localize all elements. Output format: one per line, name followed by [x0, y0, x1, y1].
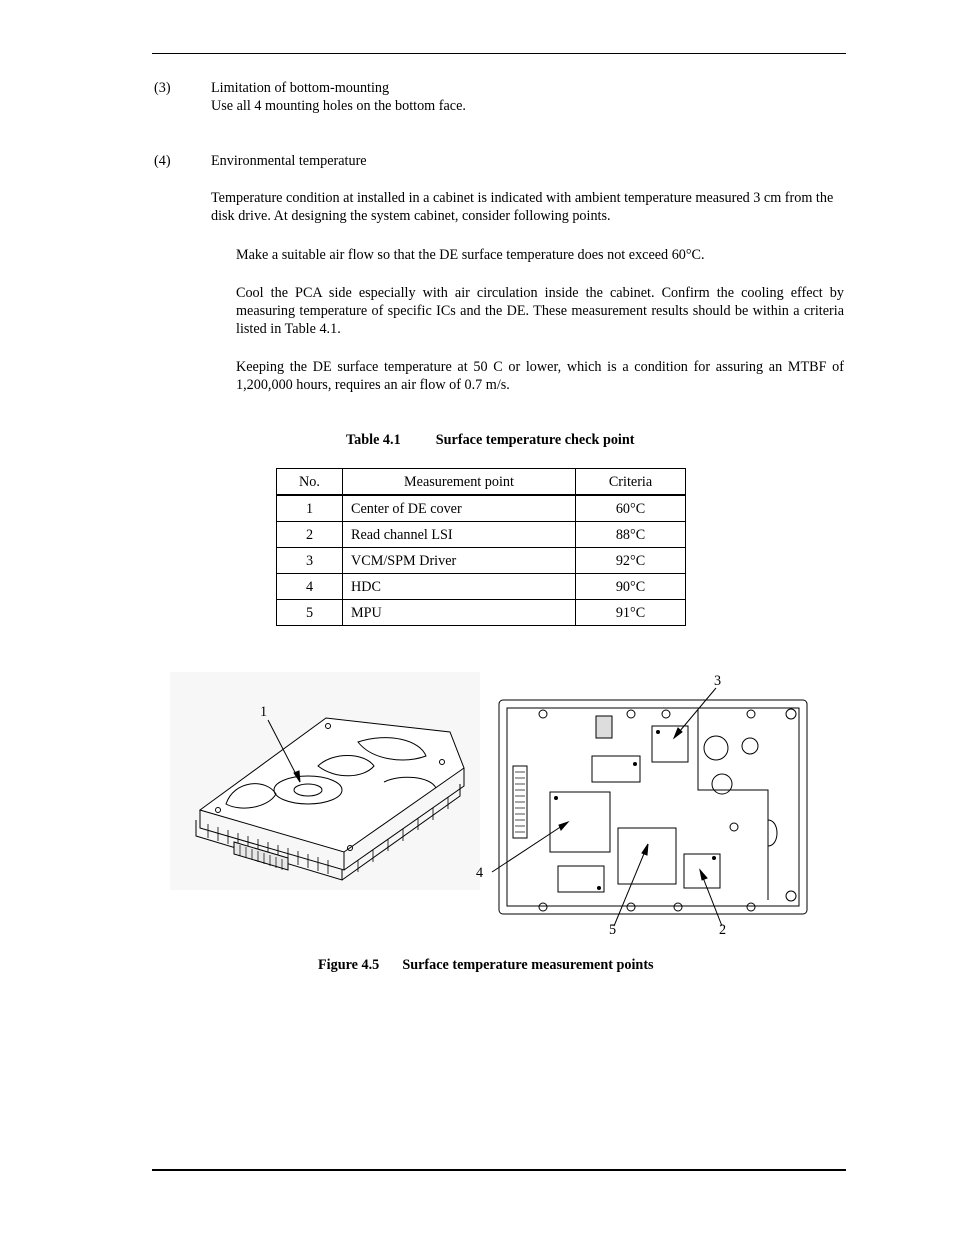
section4-point3: Keeping the DE surface temperature at 50 C or lower, which is a condition for assuring an MTBF of 1,200,000 hours, requires an air flow of 0.7 m/s. [236, 359, 844, 393]
row-no: 5 [277, 600, 343, 626]
section3-number: (3) [154, 80, 171, 96]
row-criteria: 88°C [576, 522, 686, 548]
figure-label-3: 3 [714, 673, 722, 689]
table-caption [346, 432, 634, 449]
figure-label-4: 4 [476, 865, 484, 881]
row-point: Read channel LSI [343, 522, 576, 548]
row-criteria: 91°C [576, 600, 686, 626]
table-row [277, 600, 686, 626]
table-caption-number: Table 4.1 [346, 432, 401, 448]
figure-caption-title: Surface temperature measurement points [402, 957, 654, 973]
section4-intro: Temperature condition at installed in a cabinet is indicated with ambient temperature measured 3 cm from the disk drive. At designing the system cabinet, consider following points. [211, 190, 834, 224]
figure-caption-number: Figure 4.5 [318, 957, 380, 973]
section3-title: Limitation of bottom-mounting [211, 80, 390, 96]
row-criteria: 90°C [576, 574, 686, 600]
row-point: Center of DE cover [343, 495, 576, 522]
row-criteria: 92°C [576, 548, 686, 574]
row-no: 3 [277, 548, 343, 574]
row-no: 2 [277, 522, 343, 548]
section4-point1: Make a suitable air flow so that the DE surface temperature does not exceed 60°C. [236, 247, 705, 263]
pca-bottom-view [499, 700, 807, 914]
row-criteria: 60°C [576, 495, 686, 522]
table-row [277, 522, 686, 548]
section4-number: (4) [154, 153, 171, 169]
header-no: No. [277, 469, 343, 496]
section3-body: Use all 4 mounting holes on the bottom face. [211, 98, 466, 114]
table-header-row [277, 469, 686, 496]
header-measurement-point: Measurement point [343, 469, 576, 496]
row-no: 4 [277, 574, 343, 600]
row-point: MPU [343, 600, 576, 626]
header-criteria: Criteria [576, 469, 686, 496]
figure-label-2: 2 [719, 922, 727, 938]
table-row [277, 574, 686, 600]
measurement-figure [168, 670, 818, 950]
surface-temperature-table [276, 468, 686, 626]
footer-rule [152, 1169, 846, 1171]
figure-label-5: 5 [609, 922, 617, 938]
table-row [277, 495, 686, 522]
figure-label-1: 1 [260, 704, 268, 720]
row-no: 1 [277, 495, 343, 522]
row-point: VCM/SPM Driver [343, 548, 576, 574]
row-point: HDC [343, 574, 576, 600]
section4-point2: Cool the PCA side especially with air circulation inside the cabinet. Confirm the cooling effect by measuring temperature of specific ICs and the DE. These measurement results should be within a criteria listed in Table 4.1. [236, 285, 844, 337]
table-row [277, 548, 686, 574]
figure-caption [318, 957, 654, 974]
table-caption-title: Surface temperature check point [435, 432, 635, 448]
section4-title: Environmental temperature [211, 153, 367, 169]
header-rule [152, 53, 846, 54]
disk-drive-iso-drawing [170, 672, 480, 890]
